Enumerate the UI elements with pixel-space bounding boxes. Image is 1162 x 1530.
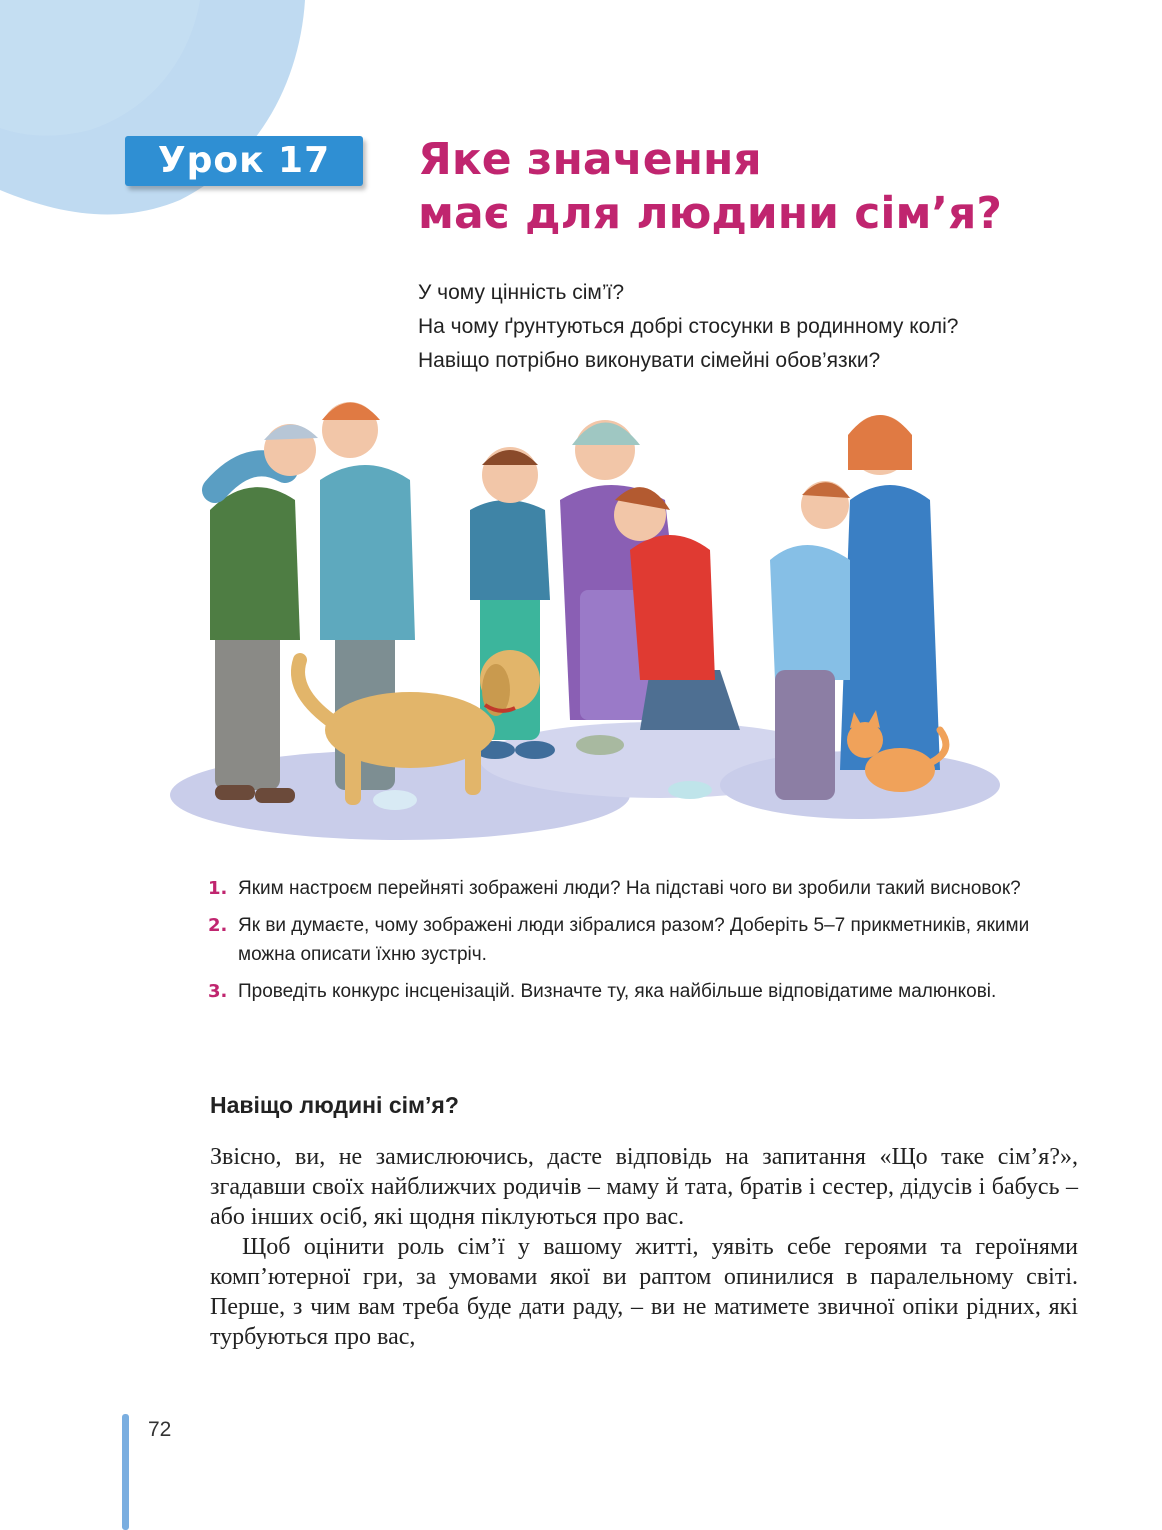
task-item xyxy=(208,977,1068,1006)
lesson-title-line-1: Яке значення xyxy=(418,134,762,185)
body-text xyxy=(210,1142,1078,1352)
grandfather-figure xyxy=(210,424,318,803)
task-item xyxy=(208,874,1068,903)
family-illustration xyxy=(160,390,1020,850)
page-margin-bar xyxy=(122,1414,129,1530)
section-heading: Навіщо людині сім’я? xyxy=(210,1092,459,1118)
task-item xyxy=(208,911,1068,969)
key-question: Навіщо потрібно виконувати сімейні обов’язки? xyxy=(418,349,881,372)
key-question: На чому ґрунтуються добрі стосунки в родинному колі? xyxy=(418,315,959,338)
page-number: 72 xyxy=(148,1418,172,1441)
lesson-title-line-2: має для людини сім’я? xyxy=(418,188,1002,239)
corner-decoration xyxy=(0,0,320,240)
lesson-badge: Урок 17 xyxy=(125,136,363,186)
task-list xyxy=(208,874,1068,1014)
task-number: 1. xyxy=(208,878,228,899)
key-questions xyxy=(418,276,1098,378)
key-question: У чому цінність сім’ї? xyxy=(418,281,625,304)
lesson-title xyxy=(418,133,1058,241)
task-text: Яким настроєм перейняті зображені люди? На підставі чого ви зробили такий висновок? xyxy=(238,878,1021,899)
task-number: 2. xyxy=(208,915,228,936)
task-number: 3. xyxy=(208,981,228,1002)
body-paragraph: Щоб оцінити роль сім’ї у вашому житті, уявіть себе героями та героїнями комп’ютерної гри, за умовами якої ви раптом опинилися в паралельному світі. Перше, з чим вам треба буде дати раду, – ви не матимете звичної опіки рідних, які турбуються про вас, xyxy=(210,1234,1078,1350)
task-text: Як ви думаєте, чому зображені люди зібралися разом? Доберіть 5–7 прикметників, якими можна описати їхню зустріч. xyxy=(238,915,1030,965)
task-text: Проведіть конкурс інсценізацій. Визначте ту, яка найбільше відповідатиме малюнкові. xyxy=(238,981,997,1002)
body-paragraph: Звісно, ви, не замислюючись, дасте відповідь на запитання «Що таке сім’я?», згадавши своїх найближчих родичів – маму й тата, братів і сестер, дідусів і бабусь – або інших осіб, які щодня піклуються про вас. xyxy=(210,1144,1078,1230)
